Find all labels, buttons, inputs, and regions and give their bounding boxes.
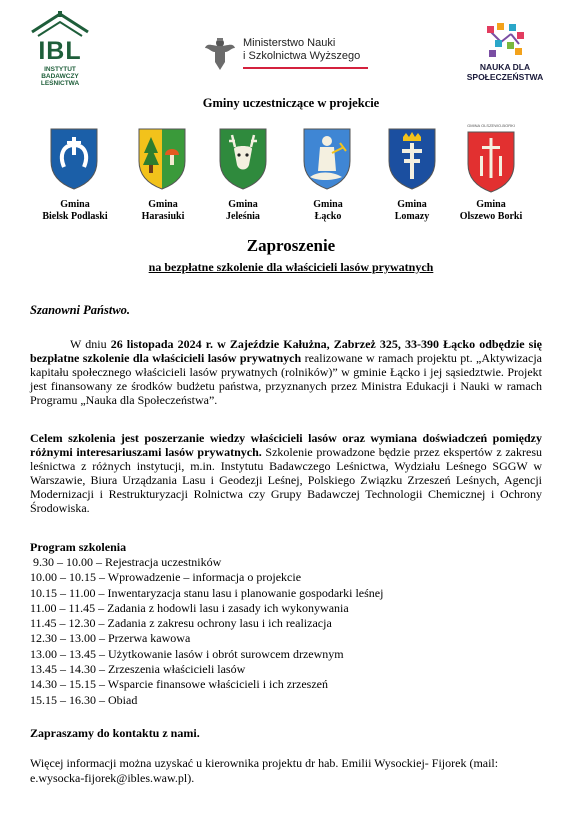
tree-mushroom-crest-icon (137, 127, 187, 191)
community-label: Gmina Lomazy (394, 199, 430, 222)
network-nodes-icon (455, 20, 555, 62)
ibl-logo-sub: BADAWCZY (41, 73, 79, 80)
ibl-logo (28, 10, 92, 94)
program-item: 14.30 – 15.15 – Wsparcie finansowe właścicieli i ich zrzeszeń (30, 677, 329, 692)
crest-caption: GMINA OLSZEWO-BORKI (467, 123, 515, 128)
program-item: 11.00 – 11.45 – Zadania z hodowli lasu i zasady ich wykonywania (30, 600, 349, 615)
nauka-logo (455, 20, 555, 90)
community-label: Gmina Jeleśnia (226, 199, 260, 222)
communities-title: Gminy uczestniczące w projekcie (202, 96, 380, 110)
program-item: 9.30 – 10.00 – Rejestracja uczestników (30, 555, 222, 569)
program-list (30, 555, 542, 708)
purpose-paragraph: Celem szkolenia jest poszerzanie wiedzy właścicieli lasów oraz wymiana doświadczeń pomiędzy różnymi interesariuszami lasów prywatnych. Szkolenie prowadzone będzie przez ekspertów z zakresu leśnictwa z różnych instytucji, m.in. Instytutu Badawczego Leśnictwa, Wydziału Leśnego SGGW w Warszawie, Biura Urządzania Lasu i Geodezji Leśnej, Polskiego Związku Zrzeszeń Leśnych, Agencji Modernizacji i Restrukturyzacji Rolnictwa czy Grupy Badawczej Technologii Chemicznej i Ochrony Środowiska. (30, 431, 542, 515)
program-item: 11.45 – 12.30 – Zadania z zakresu ochrony lasu i ich realizacja (30, 616, 332, 631)
ministry-logo (203, 34, 373, 78)
sword-crest-icon (459, 123, 523, 191)
eagle-emblem-icon (203, 34, 237, 74)
community-label: Gmina Bielsk Podlaski (42, 199, 108, 222)
program-item: 13.00 – 13.45 – Użytkowanie lasów i obrót surowcem drzewnym (30, 646, 344, 661)
program-item: 15.15 – 16.30 – Obiad (30, 692, 138, 707)
ministry-red-line (243, 67, 368, 69)
ibl-logo-sub: LEŚNICTWA (40, 80, 80, 87)
community-label: Gmina Harasiuki (141, 199, 185, 222)
ministry-name: Ministerstwo Nauki i Szkolnictwa Wyższego (243, 37, 361, 62)
invitation-title: Zaproszenie (246, 236, 336, 255)
deer-head-crest-icon (218, 127, 268, 191)
community-label: Gmina Łącko (313, 199, 343, 222)
forest-roof-icon (28, 10, 92, 40)
ibl-logo-sub: INSTYTUT (44, 66, 76, 73)
saint-fish-crest-icon (302, 127, 352, 191)
horseshoe-cross-crest-icon (49, 127, 99, 191)
program-title: Program szkolenia (30, 540, 127, 554)
community-label: Gmina Olszewo Borki (459, 199, 523, 222)
program-item: 13.45 – 14.30 – Zrzeszenia właścicieli lasów (30, 662, 246, 677)
ibl-logo-text: IBL (38, 37, 82, 65)
salutation: Szanowni Państwo. (30, 303, 131, 317)
program-item: 10.15 – 11.00 – Inwentaryzacja stanu lasu i planowanie gospodarki leśnej (30, 585, 384, 600)
nauka-logo-text: NAUKA DLA SPOŁECZEŃSTWA (466, 62, 544, 82)
intro-paragraph: W dniu 26 listopada 2024 r. w Zajeździe Kałużna, Zabrzeż 325, 33-390 Łącko odbędzie się bezpłatne szkolenie dla właścicieli lasów prywatnych realizowane w ramach projektu pt. „Aktywizacja kapitału społecznego właścicieli lasów prywatnych (rolników)” w gminie Łącko i jej sąsiedztwie. Projekt jest finansowany ze środków budżetu państwa, przyznanych przez Ministra Edukacji i Nauki w ramach Programu „Nauka dla Społeczeństwa”. (30, 337, 542, 407)
program-item: 12.30 – 13.00 – Przerwa kawowa (30, 631, 191, 646)
contact-title: Zapraszamy do kontaktu z nami. (30, 726, 200, 740)
double-cross-crest-icon (387, 127, 437, 191)
program-item: 10.00 – 10.15 – Wprowadzenie – informacja o projekcie (30, 570, 302, 585)
invitation-subtitle: na bezpłatne szkolenie dla właścicieli lasów prywatnych (148, 260, 434, 274)
contact-info: Więcej informacji można uzyskać u kierownika projektu dr hab. Emilii Wysockiej- Fijorek (mail: e.wysocka-fijorek@ibles.waw.pl). (30, 756, 499, 785)
